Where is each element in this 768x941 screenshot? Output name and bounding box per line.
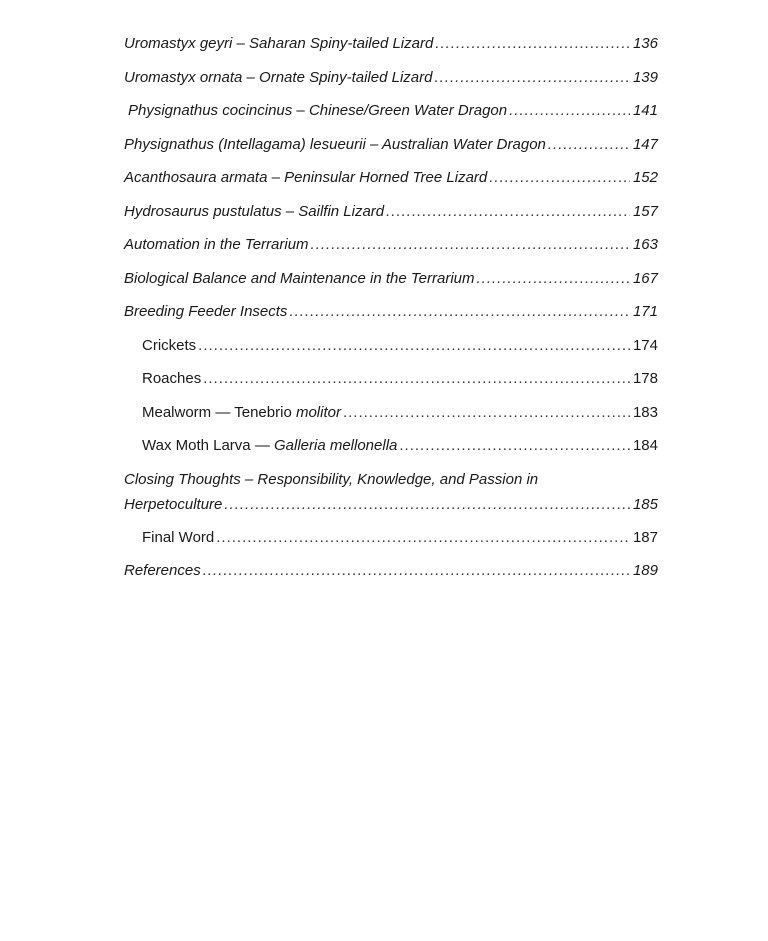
toc-entry-page: 185 <box>632 495 658 513</box>
toc-entry-page: 163 <box>632 236 658 253</box>
table-of-contents <box>124 33 658 594</box>
toc-entry-page: 157 <box>632 202 658 220</box>
toc-entry-page: 187 <box>632 528 658 546</box>
toc-entry-page: 147 <box>632 135 658 153</box>
toc-entry[interactable] <box>124 134 658 168</box>
toc-entry[interactable] <box>124 560 658 594</box>
toc-entry-page: 167 <box>632 269 658 287</box>
dot-leader <box>224 494 630 516</box>
toc-entry-title-plain: Wax Moth Larva — <box>142 437 274 454</box>
dot-leader <box>289 301 630 323</box>
toc-entry-title: Biological Balance and Maintenance in the Terrarium <box>124 269 475 287</box>
dot-leader <box>386 201 630 223</box>
toc-entry-title: References <box>124 562 201 579</box>
dot-leader <box>311 234 630 256</box>
toc-entry[interactable] <box>124 234 658 268</box>
toc-entry-line2 <box>124 494 658 527</box>
toc-entry-title: Acanthosaura armata – Peninsular Horned Tree Lizard <box>124 169 488 186</box>
toc-subentry[interactable] <box>124 527 658 561</box>
dot-leader <box>198 335 630 357</box>
toc-entry-title-line1: Closing Thoughts – Responsibility, Knowledge, and Passion in <box>124 470 539 488</box>
toc-entry-title: Physignathus cocincinus – Chinese/Green Water Dragon <box>128 102 508 119</box>
dot-leader <box>477 268 630 290</box>
dot-leader <box>343 402 630 424</box>
toc-entry[interactable] <box>124 33 658 67</box>
dot-leader <box>203 560 630 582</box>
toc-entry-title <box>142 402 341 424</box>
toc-entry-page: 152 <box>632 169 658 186</box>
toc-entry-title: Physignathus (Intellagama) lesueurii – Australian Water Dragon <box>124 135 546 153</box>
toc-subentry[interactable] <box>124 435 658 469</box>
toc-entry[interactable] <box>124 100 658 134</box>
toc-entry-page: 141 <box>632 102 658 119</box>
toc-entry-page: 136 <box>632 35 658 52</box>
toc-entry[interactable] <box>124 201 658 235</box>
toc-entry-page: 171 <box>632 303 658 320</box>
toc-entry-title-plain: Mealworm — Tenebrio <box>142 403 296 421</box>
dot-leader <box>548 134 630 156</box>
toc-entry-title: Breeding Feeder Insects <box>124 303 288 320</box>
toc-entry-page: 183 <box>632 403 658 421</box>
dot-leader <box>216 527 630 549</box>
toc-entry[interactable] <box>124 301 658 335</box>
toc-entry-title: Uromastyx geyri – Saharan Spiny-tailed Lizard <box>124 35 434 52</box>
toc-entry[interactable] <box>124 167 658 201</box>
toc-entry-title: Uromastyx ornata – Ornate Spiny-tailed Lizard <box>124 68 433 86</box>
dot-leader <box>489 167 630 189</box>
toc-entry-title: Crickets <box>142 336 197 354</box>
toc-entry-title: Hydrosaurus pustulatus – Sailfin Lizard <box>124 202 385 220</box>
toc-entry-page: 184 <box>632 437 658 454</box>
toc-entry-title: Roaches <box>142 370 202 387</box>
toc-subentry[interactable] <box>124 368 658 402</box>
toc-entry-title-italic: Galleria mellonella <box>273 437 398 454</box>
toc-entry-title: Final Word <box>142 528 215 546</box>
dot-leader <box>435 33 630 55</box>
toc-entry-page: 139 <box>632 68 658 86</box>
toc-entry[interactable] <box>124 469 658 527</box>
toc-entry-title: Automation in the Terrarium <box>124 236 309 253</box>
toc-entry-title-line2: Herpetoculture <box>124 495 223 513</box>
toc-entry-page: 189 <box>632 562 658 579</box>
toc-entry[interactable] <box>124 268 658 302</box>
dot-leader <box>509 100 630 122</box>
toc-entry-title-italic: molitor <box>295 403 341 421</box>
toc-entry-page: 178 <box>632 370 658 387</box>
dot-leader <box>203 368 630 390</box>
toc-entry[interactable] <box>124 67 658 101</box>
toc-entry-title <box>142 435 397 457</box>
toc-entry-page: 174 <box>632 336 658 354</box>
dot-leader <box>434 67 629 89</box>
toc-subentry[interactable] <box>124 335 658 369</box>
dot-leader <box>399 435 630 457</box>
toc-subentry[interactable] <box>124 402 658 436</box>
